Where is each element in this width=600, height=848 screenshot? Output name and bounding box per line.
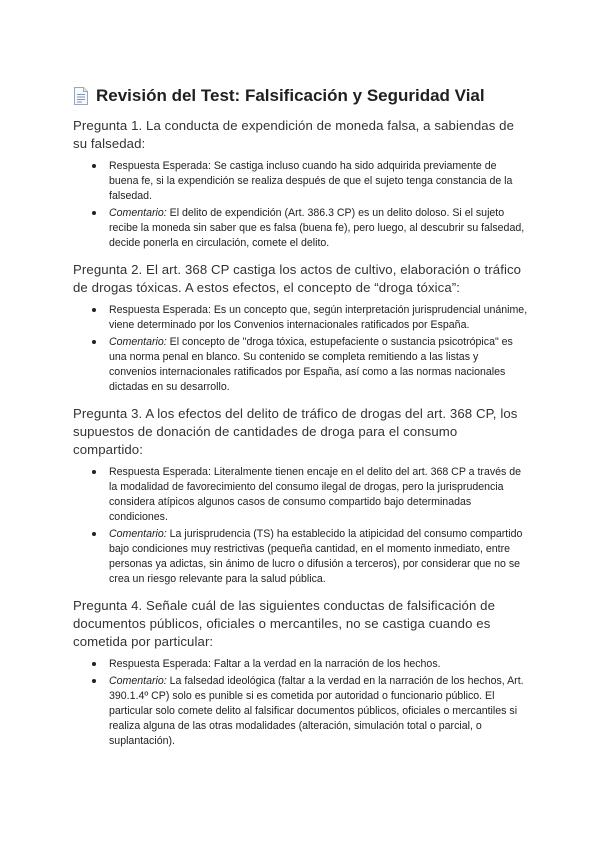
comment-text: La falsedad ideológica (faltar a la verdad en la narración de los hechos, Art. 390.1.4º CP) solo es punible si es cometida por autoridad o funcionario público. El particular solo comete delito al falsificar documentos públicos, oficiales o mercantiles si realiza alguna de las otras modalidades (alteración, simulación total o parcial, o suplantación). xyxy=(109,675,524,747)
bullet-icon xyxy=(92,164,96,168)
answer-text: Faltar a la verdad en la narración de los hechos. xyxy=(213,658,441,670)
list-item-answer xyxy=(73,465,528,525)
comment-label: Comentario: xyxy=(109,336,167,348)
bullet-icon xyxy=(92,662,96,666)
question-text: Pregunta 3. A los efectos del delito de tráfico de drogas del art. 368 CP, los supuestos de donación de cantidades de droga para el consumo compartido: xyxy=(73,406,518,457)
document-title-text: Revisión del Test: Falsificación y Seguridad Vial xyxy=(96,86,485,105)
bullet-icon xyxy=(92,470,96,474)
comment-text: El concepto de "droga tóxica, estupefaciente o sustancia psicotrópica" es una norma penal en blanco. Su contenido se completa remitiendo a las listas y convenios internacionales ratificados por España, así como a las normas nacionales dictadas en su desarrollo. xyxy=(109,336,513,393)
comment-text: El delito de expendición (Art. 386.3 CP) es un delito doloso. Si el sujeto recibe la moneda sin saber que es falsa (buena fe), pero luego, al descubrir su falsedad, decide ponerla en circulación, comete el delito. xyxy=(109,207,525,249)
answer-label: Respuesta Esperada: xyxy=(109,466,211,478)
list-item-comment xyxy=(73,206,528,251)
bullet-icon xyxy=(92,679,96,683)
comment-text: La jurisprudencia (TS) ha establecido la atipicidad del consumo compartido bajo condiciones muy restrictivas (pequeña cantidad, en el momento inmediato, entre personas ya adictas, sin ánimo de lucro o difusión a terceros), por considerar que no se crea un riesgo relevante para la salud pública. xyxy=(109,528,523,585)
answer-list xyxy=(73,465,528,587)
list-item-comment xyxy=(73,335,528,395)
document-title xyxy=(73,84,528,108)
comment-label: Comentario: xyxy=(109,675,167,687)
comment-label: Comentario: xyxy=(109,528,167,540)
answer-text: Se castiga incluso cuando ha sido adquirida previamente de buena fe, si la expendición se realiza después de que el sujeto tenga constancia de la falsedad. xyxy=(109,160,513,202)
bullet-icon xyxy=(92,308,96,312)
answer-label: Respuesta Esperada: xyxy=(109,658,211,670)
list-item-answer xyxy=(73,303,528,333)
question-text: Pregunta 4. Señale cuál de las siguientes conductas de falsificación de documentos públicos, oficiales o mercantiles, no se castiga cuando es cometida por particular: xyxy=(73,598,496,649)
question-block-4 xyxy=(73,597,528,749)
question-block-1 xyxy=(73,117,528,251)
bullet-icon xyxy=(92,532,96,536)
list-item-answer xyxy=(73,657,528,672)
bullet-icon xyxy=(92,211,96,215)
answer-list xyxy=(73,159,528,251)
answer-list xyxy=(73,303,528,395)
question-text: Pregunta 1. La conducta de expendición de moneda falsa, a sabiendas de su falsedad: xyxy=(73,118,515,151)
question-block-2 xyxy=(73,261,528,395)
list-item-comment xyxy=(73,674,528,749)
answer-text: Es un concepto que, según interpretación jurisprudencial unánime, viene determinado por los Convenios internacionales ratificados por España. xyxy=(109,304,528,331)
answer-label: Respuesta Esperada: xyxy=(109,304,211,316)
document-page xyxy=(73,84,528,759)
answer-text: Literalmente tienen encaje en el delito del art. 368 CP a través de la modalidad de favorecimiento del consumo ilegal de drogas, pero la jurisprudencia considera atípicos algunos casos de consumo compartido bajo determinadas condiciones. xyxy=(109,466,522,523)
question-block-3 xyxy=(73,405,528,587)
answer-label: Respuesta Esperada: xyxy=(109,160,211,172)
comment-label: Comentario: xyxy=(109,207,167,219)
list-item-answer xyxy=(73,159,528,204)
document-icon xyxy=(73,86,89,106)
question-text: Pregunta 2. El art. 368 CP castiga los actos de cultivo, elaboración o tráfico de drogas tóxicas. A estos efectos, el concepto de “droga tóxica”: xyxy=(73,262,522,295)
bullet-icon xyxy=(92,340,96,344)
list-item-comment xyxy=(73,527,528,587)
answer-list xyxy=(73,657,528,749)
